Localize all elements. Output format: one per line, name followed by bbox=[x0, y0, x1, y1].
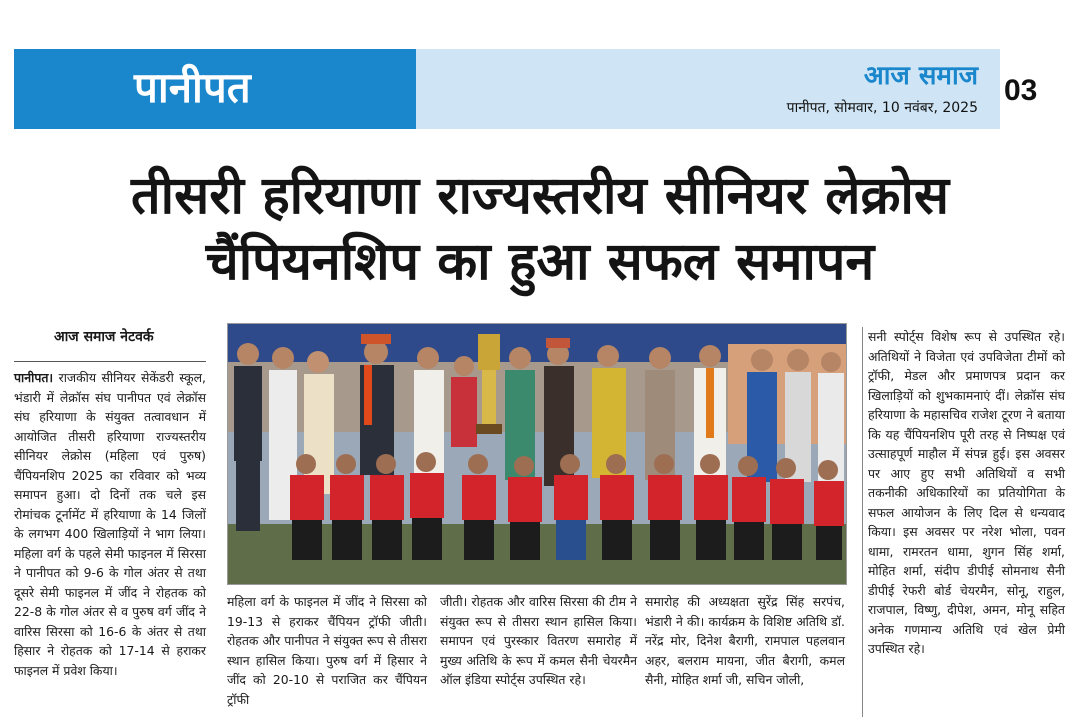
page-number: 03 bbox=[1004, 74, 1038, 107]
article-column-1 bbox=[14, 368, 206, 680]
headline-line-1: तीसरी हरियाणा राज्यस्तरीय सीनियर लेक्रोस bbox=[130, 166, 950, 226]
headline-line-2: चैंपियनशिप का हुआ सफल समापन bbox=[205, 232, 875, 292]
dateline-lead: पानीपत। bbox=[14, 370, 54, 385]
team-group-photo bbox=[228, 324, 846, 584]
byline: आज समाज नेटवर्क bbox=[54, 329, 154, 345]
article-photo bbox=[227, 323, 847, 585]
article-column-3: जीती। रोहतक और वारिस सिरसा की टीम ने संयुक्त रूप से तीसरा स्थान हासिल किया। समापन एवं पुरस्कार वितरण समारोह में मुख्य अतिथि के रूप में कमल सैनी चेयरमैन ऑल इंडिया स्पोर्ट्स उपस्थित रहे। bbox=[440, 594, 637, 687]
dateline: पानीपत, सोमवार, 10 नवंबर, 2025 bbox=[786, 100, 978, 116]
column-divider bbox=[862, 327, 863, 717]
section-title: पानीपत bbox=[134, 63, 251, 112]
article-column-4: समारोह की अध्यक्षता सुरेंद्र सिंह सरपंच, भंडारी ने की। कार्यक्रम के विशिष्ट अतिथि डॉ. नरेंद्र मोर, दिनेश बैरागी, रामपाल पहलवान अहर, बलराम मायना, जीत बैरागी, कमल सैनी, मोहित शर्मा जी, सचिन जोली, bbox=[645, 594, 845, 687]
byline-rule bbox=[14, 361, 206, 362]
column-1-text: राजकीय सीनियर सेकेंडरी स्कूल, भंडारी में लेक्रॉस संघ पानीपत एवं लेक्रॉस संघ हरियाणा के संयुक्त तत्वावधान में आयोजित तीसरी हरियाणा राज्यस्तरीय सीनियर लेक्रोस (महिला एवं पुरुष) चैंपियनशिप 2025 का रविवार को भव्य समापन हुआ। दो दिनों तक चले इस रोमांचक टूर्नामेंट में हरियाणा के 14 जिलों के लगभग 400 खिलाड़ियों ने भाग लिया। महिला वर्ग के पहले सेमी फाइनल में सिरसा ने पानीपत को 9-6 के गोल अंतर से तथा दूसरे सेमी फाइनल में जींद ने रोहतक को 22-8 के गोल अंतर से व पुरुष वर्ग जींद ने वारिस सिरसा को 16-6 के अंतर से तथा हिसार ने रोहतक को 17-14 से हराकर फाइनल में प्रवेश किया। bbox=[14, 370, 206, 678]
article-column-5: सनी स्पोर्ट्स विशेष रूप से उपस्थित रहे। अतिथियों ने विजेता एवं उपविजेता टीमों को ट्रॉफी, मेडल और प्रमाणपत्र प्रदान कर खिलाड़ियों को शुभकामनाएं दीं। लेक्रॉस संघ हरियाणा के महासचिव राजेश टूरण ने बताया कि यह चैंपियनशिप पूरी तरह से निष्पक्ष एवं उत्साहपूर्ण माहौल में संपन्न हुई। इस अवसर पर आए हुए सभी अतिथियों व सभी तकनीकी अधिकारियों का प्रतियोगिता के सफल आयोजन के लिए दिल से धन्यवाद किया। इस अवसर पर नरेश भोला, पवन धामा, रामरतन धामा, शुगन सिंह शर्मा, मोहित शर्मा, संदीप डीपीई सोमनाथ सैनी डीपीई रेफरी बोर्ड चेयरमैन, सोनू, राहुल, राजपाल, विष्णु, दीपेश, अमन, मोनू सहित अनेक गणमान्य अतिथि एवं खेल प्रेमी उपस्थित रहे। bbox=[868, 329, 1065, 656]
newspaper-name: आज समाज bbox=[863, 61, 978, 91]
article-column-2: महिला वर्ग के फाइनल में जींद ने सिरसा को 19-13 से हराकर चैंपियन ट्रॉफी जीती। रोहतक और पानीपत ने संयुक्त रूप से तीसरा स्थान हासिल किया। पुरुष वर्ग में हिसार ने जींद को 20-10 से पराजित कर चैंपियन ट्रॉफी bbox=[227, 594, 427, 707]
